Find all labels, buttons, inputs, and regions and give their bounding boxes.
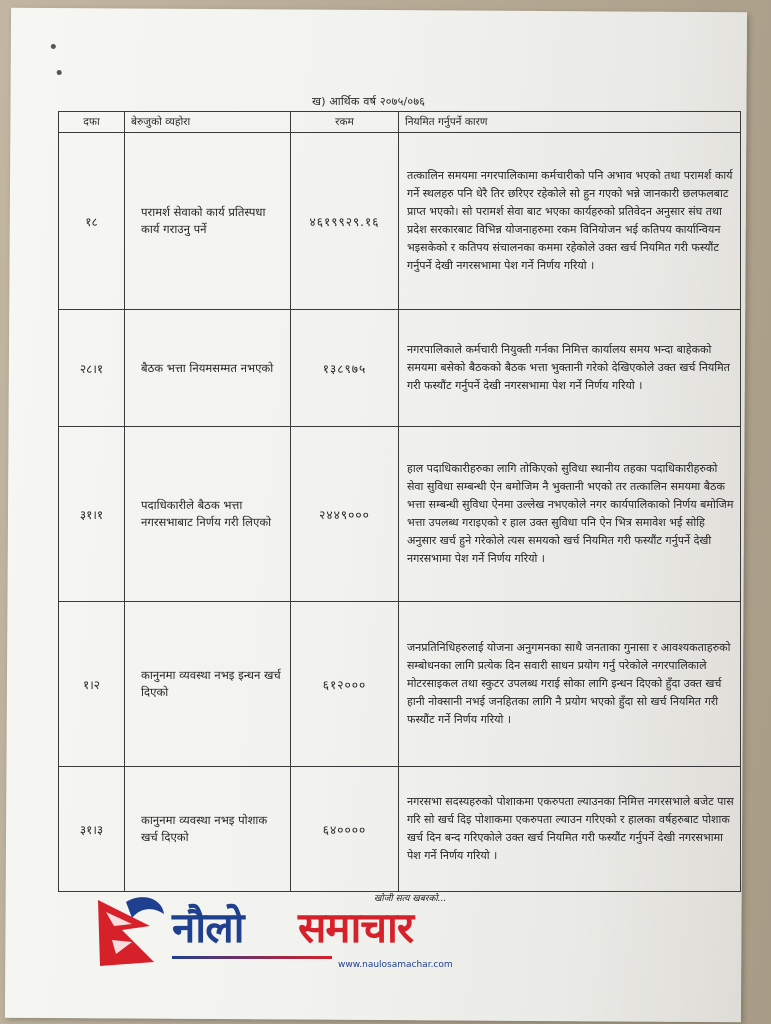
table-row (59, 602, 741, 767)
watermark-name-part2: समाचार (298, 903, 414, 952)
row-amount: ६४०००० (291, 767, 399, 892)
column-header-amount: रकम (291, 112, 399, 133)
row-amount: २४४९००० (291, 427, 399, 602)
watermark-tagline: खोजी सत्य खबरको... (374, 894, 447, 904)
watermark-divider (172, 956, 332, 959)
row-amount: ४६१९९२९.१६ (291, 133, 399, 310)
row-reason: तत्कालिन समयमा नगरपालिकामा कर्मचारीको पनि अभाव भएको तथा परामर्श कार्य गर्ने स्थलहरु पनि धेरै तिर छरिएर रहेकोले सो हुन गएको भन्ने जानकारी छलफलबाट प्राप्त भएको। सो परामर्श सेवा बाट भएका कार्यहरुको प्रतिवेदन अनुसार संघ तथा प्रदेश सरकारबाट विभिन्न योजनाहरुमा रकम विनियोजन भई कतिपय कार्यान्वियन भइसकेको र कतिपय संचालनका कममा रहेकोले उक्त खर्च नियमित गरी फस्यौंट गर्नुपर्ने देखी नगरसभामा पेश गर्ने निर्णय गरियो । (399, 133, 741, 310)
row-reason: नगरपालिकाले कर्मचारी नियुक्ती गर्नका निमित्त कार्यालय समय भन्दा बाहेकको समयमा बसेको बैठकको बैठक भत्ता भुक्तानी गरेको देखिएकोले उक्त खर्च नियमित गरी फस्यौंट गर्नुपर्ने देखी नगरसभामा पेश गर्ने निर्णय गरियो । (399, 310, 741, 427)
punch-hole (51, 44, 56, 49)
row-number: १८ (59, 133, 125, 310)
row-reason: हाल पदाधिकारीहरुका लागि तोकिएको सुविधा स्थानीय तहका पदाधिकारीहरुको सेवा सुविधा सम्बन्धी ऐन बमोजिम नै भुक्तानी भएको तर तत्कालिन समयमा बैठक भत्ता सम्बन्धी सुविधा ऐनमा उल्लेख नभएकोले नगर कार्यपालिकाको निर्णय बमोजिम भत्ता उपलब्ध गराइएको र हाल उक्त सुविधा पनि ऐन भित्र समावेश भई सोहि अनुसार खर्च हुने गरेकोले त्यस समयको खर्च नियमित गरी फस्यौंट गर्नुपर्ने देखी नगरसभामा पेश गर्ने निर्णय गरियो । (399, 427, 741, 602)
row-subject: बैठक भत्ता नियमसम्मत नभएको (125, 310, 291, 427)
column-header-subject: बेरुजुको व्यहोरा (125, 112, 291, 133)
table-row (59, 767, 741, 892)
watermark-name-part1: नौलो (172, 903, 244, 952)
table-row (59, 133, 741, 310)
watermark-logo (92, 890, 482, 980)
audit-table (58, 111, 741, 892)
table-row (59, 310, 741, 427)
row-subject: परामर्श सेवाको कार्य प्रतिस्पधा कार्य गराउनु पर्ने (125, 133, 291, 310)
table-row (59, 427, 741, 602)
row-number: १।२ (59, 602, 125, 767)
document-heading: ख) आर्थिक वर्ष २०७५/०७६ (312, 95, 426, 108)
row-subject: कानुनमा व्यवस्था नभइ इन्धन खर्च दिएको (125, 602, 291, 767)
column-header-reason: नियमित गर्नुपर्ने कारण (399, 112, 741, 133)
row-subject: कानुनमा व्यवस्था नभइ पोशाक खर्च दिएको (125, 767, 291, 892)
row-amount: १३८९७५ (291, 310, 399, 427)
column-header-number: दफा (59, 112, 125, 133)
nepal-flag-bird-icon (92, 892, 168, 970)
row-number: ३१।१ (59, 427, 125, 602)
watermark-url: www.naulosamachar.com (338, 960, 453, 970)
row-number: २८।१ (59, 310, 125, 427)
row-reason: नगरसभा सदस्यहरुको पोशाकमा एकरुपता ल्याउनका निमित्त नगरसभाले बजेट पास गरि सो खर्च दिइ पोशाकमा एकरुपता ल्याउन गरिएको र हालका वर्षहरुबाट पोशाक खर्च दिन बन्द गरिएकोले उक्त खर्च नियमित गरी फस्यौंट गर्नुपर्ने देखी नगरसभामा पेश गर्ने निर्णय गरियो । (399, 767, 741, 892)
punch-hole (57, 70, 62, 75)
table-header-row (59, 112, 741, 133)
row-subject: पदाधिकारीले बैठक भत्ता नगरसभाबाट निर्णय गरी लिएको (125, 427, 291, 602)
row-number: ३१।३ (59, 767, 125, 892)
row-amount: ६१२००० (291, 602, 399, 767)
row-reason: जनप्रतिनिधिहरुलाई योजना अनुगमनका साथै जनताका गुनासा र आवश्यकताहरुको सम्बोधनका लागि प्रत्येक दिन सवारी साधन प्रयोग गर्नु परेकोले नगरपालिकाले मोटरसाइकल तथा स्कुटर उपलब्ध गराई सोका लागि इन्धन दिएको हुँदा उक्त खर्च हानी नोक्सानी नभई जनहितका लागि नै प्रयोग भएको हुँदा सो खर्च नियमित गरी फस्यौंट गर्ने निर्णय गरियो । (399, 602, 741, 767)
